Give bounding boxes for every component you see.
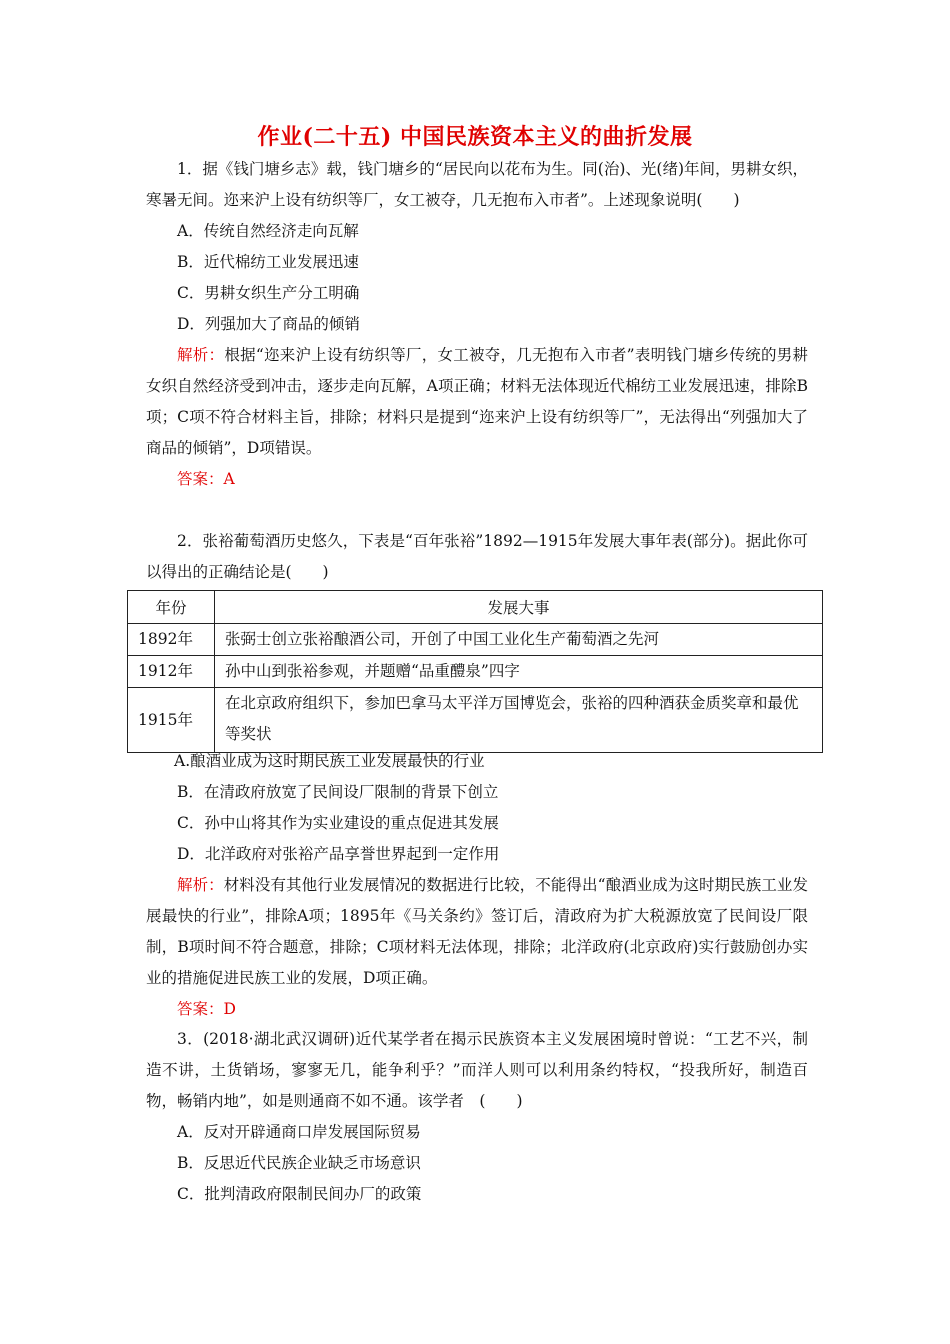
question-1 [146, 154, 808, 495]
question-3-option-a: A．反对开辟通商口岸发展国际贸易 [177, 1123, 421, 1141]
analysis-label: 解析： [177, 346, 225, 364]
question-2-option-a: A.酿酒业成为这时期民族工业发展最快的行业 [174, 752, 485, 770]
table-row [128, 624, 823, 656]
table-header-year: 年份 [128, 591, 215, 624]
table-row [128, 656, 823, 688]
analysis-label: 解析： [177, 876, 224, 894]
events-table [127, 590, 823, 753]
question-2-option-b: B．在清政府放宽了民间设厂限制的背景下创立 [177, 783, 499, 801]
table-cell-event: 在北京政府组织下，参加巴拿马太平洋万国博览会，张裕的四种酒获金质奖章和最优等奖状 [215, 688, 823, 753]
analysis-text: 根据“迩来沪上设有纺织等厂，女工被夺，几无抱布入市者”表明钱门塘乡传统的男耕女织自然经济受到冲击，逐步走向瓦解，A项正确；材料无法体现近代棉纺工业发展迅速，排除B项；C项不符合材料主旨，排除；材料只是提到“迩来沪上设有纺织等厂”，无法得出“列强加大了商品的倾销”，D项错误。 [146, 346, 808, 457]
page-title: 作业(二十五) 中国民族资本主义的曲折发展 [257, 124, 693, 150]
question-2 [146, 526, 808, 588]
question-1-option-c: C．男耕女织生产分工明确 [177, 284, 360, 302]
table-cell-event: 张弼士创立张裕酿酒公司，开创了中国工业化生产葡萄酒之先河 [215, 624, 823, 656]
question-1-option-a: A．传统自然经济走向瓦解 [177, 222, 359, 240]
question-2-option-d: D．北洋政府对张裕产品享誉世界起到一定作用 [177, 845, 500, 863]
table-cell-year: 1912年 [128, 656, 215, 688]
question-1-option-b: B．近代棉纺工业发展迅速 [177, 253, 359, 271]
question-2-analysis [146, 870, 808, 994]
table-row [128, 688, 823, 753]
question-1-analysis [146, 340, 808, 464]
question-2-answer: 答案：D [177, 1000, 236, 1018]
table-cell-year: 1915年 [128, 688, 215, 753]
question-3-option-b: B．反思近代民族企业缺乏市场意识 [177, 1154, 421, 1172]
question-2-option-c: C．孙中山将其作为实业建设的重点促进其发展 [177, 814, 499, 832]
table-cell-event: 孙中山到张裕参观，并题赠“品重醴泉”四字 [215, 656, 823, 688]
table-header-events: 发展大事 [215, 591, 823, 624]
question-1-stem: 1．据《钱门塘乡志》载，钱门塘乡的“居民向以花布为生。同(治)、光(绪)年间，男耕女织，寒暑无间。迩来沪上设有纺织等厂，女工被夺，几无抱布入市者”。上述现象说明( ) [146, 160, 808, 209]
question-3-option-c: C．批判清政府限制民间办厂的政策 [177, 1185, 422, 1203]
analysis-text: 材料没有其他行业发展情况的数据进行比较，不能得出“酿酒业成为这时期民族工业发展最快的行业”，排除A项；1895年《马关条约》签订后，清政府为扩大税源放宽了民间设厂限制，B项时间不符合题意，排除；C项材料无法体现，排除；北洋政府(北京政府)实行鼓励创办实业的措施促进民族工业的发展，D项正确。 [146, 876, 808, 987]
table-cell-year: 1892年 [128, 624, 215, 656]
question-1-option-d: D．列强加大了商品的倾销 [177, 315, 360, 333]
question-2-continued [146, 746, 808, 1025]
question-3-stem: 3．(2018·湖北武汉调研)近代某学者在揭示民族资本主义发展困境时曾说：“工艺不兴，制造不讲，土货销场，寥寥无几，能争利乎？”而洋人则可以利用条约特权，“投我所好，制造百物，畅销内地”，如是则通商不如不通。该学者 ( ) [146, 1030, 808, 1110]
question-2-stem: 2．张裕葡萄酒历史悠久，下表是“百年张裕”1892—1915年发展大事年表(部分)。据此你可以得出的正确结论是( ) [146, 532, 808, 581]
question-3 [146, 1024, 808, 1210]
table-header-row [128, 591, 823, 624]
question-1-answer: 答案：A [177, 470, 235, 488]
